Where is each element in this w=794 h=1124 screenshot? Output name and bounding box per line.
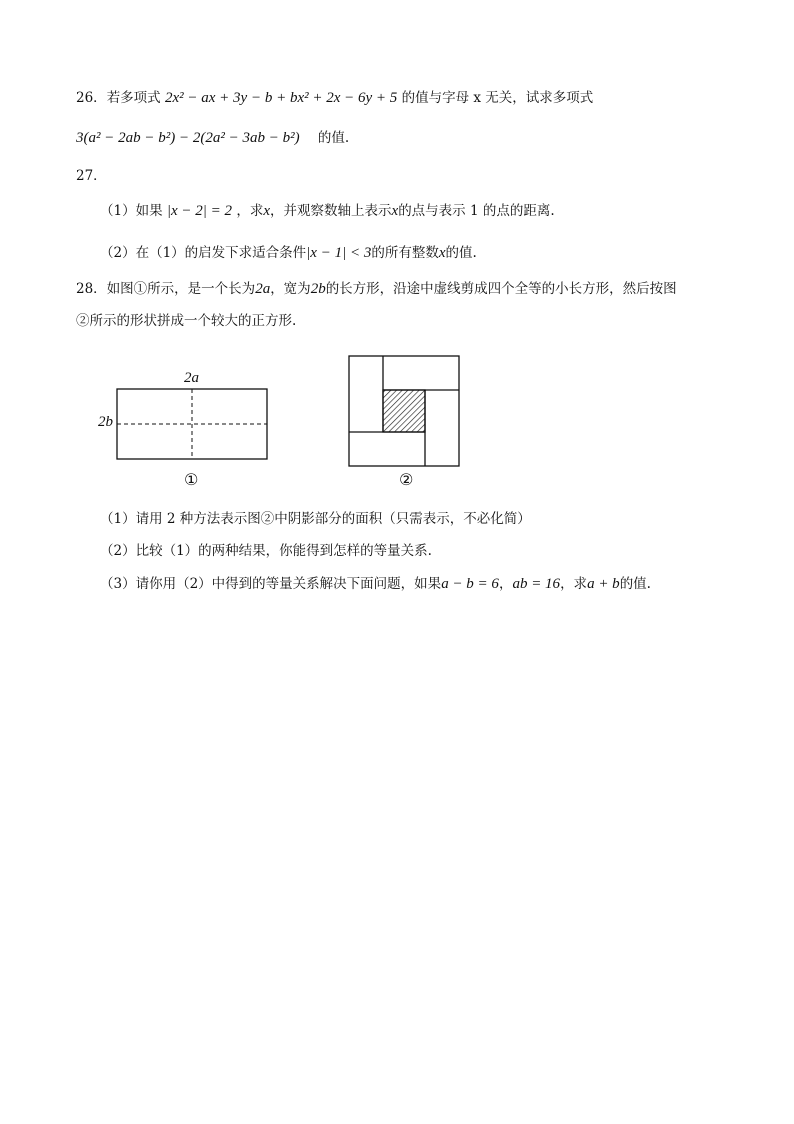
- q27-p1-text-b: ，并观察数轴上表示: [270, 203, 392, 219]
- q26-polynomial-2: 3(a² − 2ab − b²) − 2(2a² − 3ab − b²): [76, 130, 300, 146]
- q28-number: 28．: [76, 281, 107, 297]
- q28-part-2: （2）比较（1）的两种结果，你能得到怎样的等量关系.: [100, 543, 432, 559]
- q27-p1-text-c: 的点与表示 1 的点的距离.: [398, 203, 555, 219]
- q26-polynomial-1: 2x² − ax + 3y − b + bx² + 2x − 6y + 5: [164, 90, 398, 106]
- fig2-shaded-square: [383, 390, 425, 432]
- q28-p3-eq-2: ab = 16: [512, 576, 561, 592]
- q28-p3-text-c: 的值.: [619, 576, 651, 592]
- q28-p3-expr: a + b: [587, 576, 620, 592]
- q27-number: 27．: [76, 168, 107, 184]
- q28-intro-a: 如图①所示，是一个长为: [106, 281, 256, 297]
- fig1-top-label: 2a: [184, 370, 199, 386]
- fig2-caption: ②: [399, 470, 414, 489]
- q27-p1-var-x2: x: [391, 203, 399, 219]
- q28-p3-separator: ，: [498, 576, 513, 592]
- q27-p2-var-x: x: [438, 245, 446, 261]
- fig1-caption: ①: [184, 470, 199, 489]
- q28-intro-b: ，宽为: [270, 281, 311, 297]
- q26-text-b: 的值与字母 x 无关，试求多项式: [401, 90, 594, 106]
- q27-p2-text-b: 的值.: [445, 245, 477, 261]
- q28-intro-c: 的长方形，沿途中虚线剪成四个全等的小长方形，然后按图: [325, 281, 677, 297]
- q27-p1-abs-equation: |x − 2| = 2: [166, 203, 233, 219]
- q28-p3-text-b: ，求: [560, 576, 588, 592]
- q28-width: 2b: [310, 281, 326, 297]
- q28-part-1: （1）请用 2 种方法表示图②中阴影部分的面积（只需表示，不必化简）: [100, 511, 531, 527]
- q26-text-c: 的值.: [317, 130, 350, 146]
- q26-text-a: 若多项式: [106, 90, 161, 106]
- q26-number: 26．: [76, 90, 107, 106]
- q27-p2-abs-inequality: |x − 1| < 3: [306, 245, 372, 261]
- fig1-side-label: 2b: [98, 414, 113, 430]
- q27-p1-text-a: ，求: [236, 203, 264, 219]
- q28-p3-eq-1: a − b = 6: [441, 576, 499, 592]
- q27-p1-label: （1）如果: [100, 203, 163, 219]
- q27-p2-label: （2）在（1）的启发下求适合条件: [100, 245, 307, 261]
- q28-part-3: [100, 574, 651, 594]
- q28-p3-text-a: （3）请你用（2）中得到的等量关系解决下面问题，如果: [100, 576, 442, 592]
- q27-p1-var-x: x: [263, 203, 271, 219]
- q28-length: 2a: [255, 281, 271, 297]
- q27-p2-text-a: 的所有整数: [371, 245, 439, 261]
- q28-line-2: ②所示的形状拼成一个较大的正方形.: [76, 313, 297, 329]
